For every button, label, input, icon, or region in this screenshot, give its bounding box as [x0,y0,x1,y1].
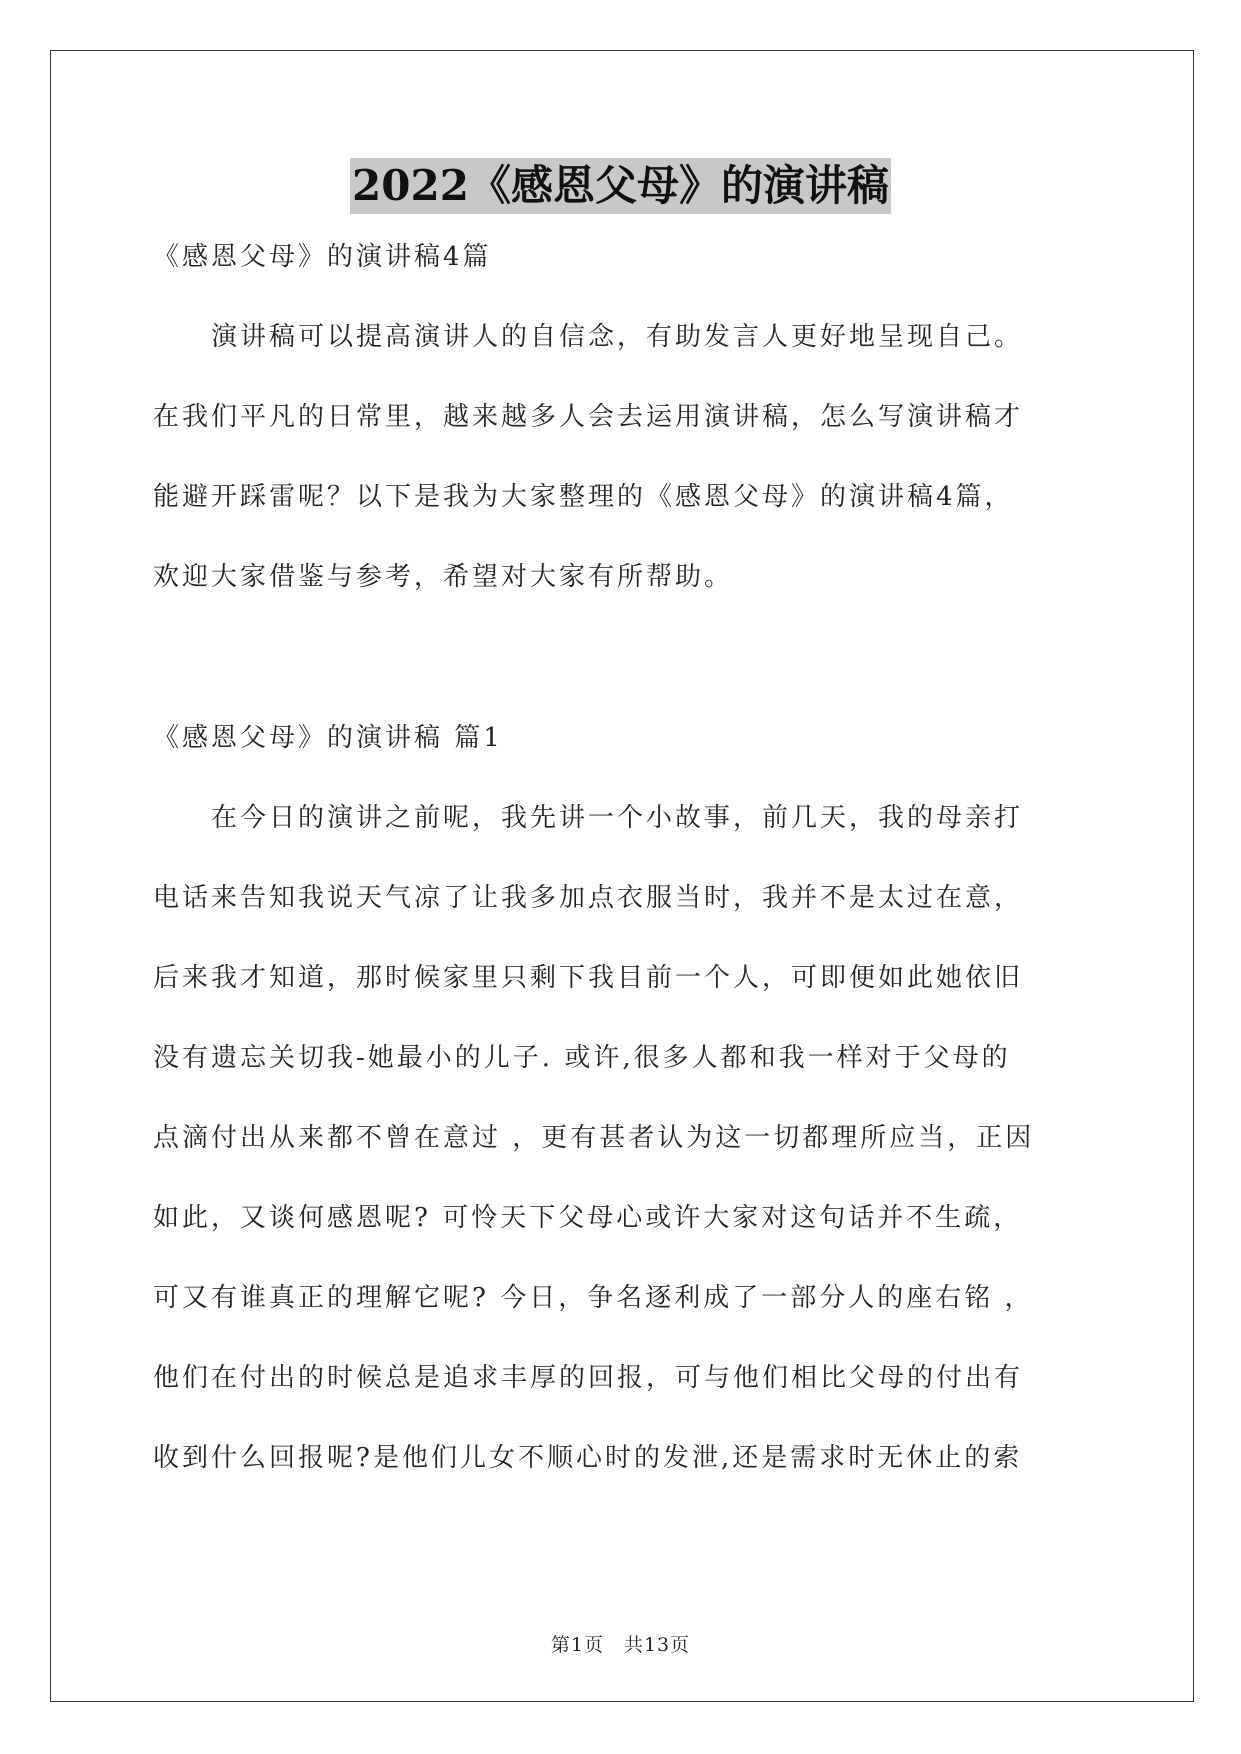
intro-line: 欢迎大家借鉴与参考，希望对大家有所帮助。 [153,562,734,592]
spacer [153,1399,1093,1438]
intro-line: 演讲稿可以提高演讲人的自信念，有助发言人更好地呈现自己。 [153,322,1024,352]
body-line: 在今日的演讲之前呢，我先讲一个小故事，前几天，我的母亲打 [153,803,1024,833]
document-subtitle: 《感恩父母》的演讲稿4篇 [153,242,492,272]
body-line: 可又有谁真正的理解它呢? 今日，争名逐利成了一部分人的座右铭 ， [153,1283,1034,1313]
spacer [153,358,1093,397]
body-line: 后来我才知道，那时候家里只剩下我目前一个人，可即便如此她依旧 [153,963,1024,993]
body-line: 没有遗忘关切我-她最小的儿子. 或许,很多人都和我一样对于父母的 [153,1043,1011,1073]
spacer [153,278,1093,317]
spacer [153,919,1093,958]
body-line: 点滴付出从来都不曾在意过 ，更有甚者认为这一切都理所应当，正因 [153,1123,1035,1153]
spacer [153,598,1093,718]
spacer [153,999,1093,1038]
body-line: 他们在付出的时候总是追求丰厚的回报，可与他们相比父母的付出有 [153,1363,1024,1393]
document-title: 2022《感恩父母》的演讲稿 [350,158,891,214]
spacer [153,759,1093,798]
spacer [153,1319,1093,1358]
section-heading: 《感恩父母》的演讲稿 篇1 [153,723,503,753]
intro-line: 能避开踩雷呢？以下是我为大家整理的《感恩父母》的演讲稿4篇， [153,482,1014,512]
spacer [153,1079,1093,1118]
body-line: 电话来告知我说天气凉了让我多加点衣服当时，我并不是太过在意， [153,883,1024,913]
spacer [153,839,1093,878]
spacer [153,1239,1093,1278]
spacer [153,1159,1093,1198]
document-body [153,237,1093,1479]
intro-line: 在我们平凡的日常里，越来越多人会去运用演讲稿，怎么写演讲稿才 [153,402,1024,432]
body-line: 如此，又谈何感恩呢? 可怜天下父母心或许大家对这句话并不生疏， [153,1203,1023,1233]
title-container [0,158,1241,214]
page-number-footer: 第1页 共13页 [550,1634,691,1656]
body-line: 收到什么回报呢?是他们儿女不顺心时的发泄,还是需求时无休止的索 [153,1443,1023,1473]
spacer [153,518,1093,557]
spacer [153,438,1093,477]
